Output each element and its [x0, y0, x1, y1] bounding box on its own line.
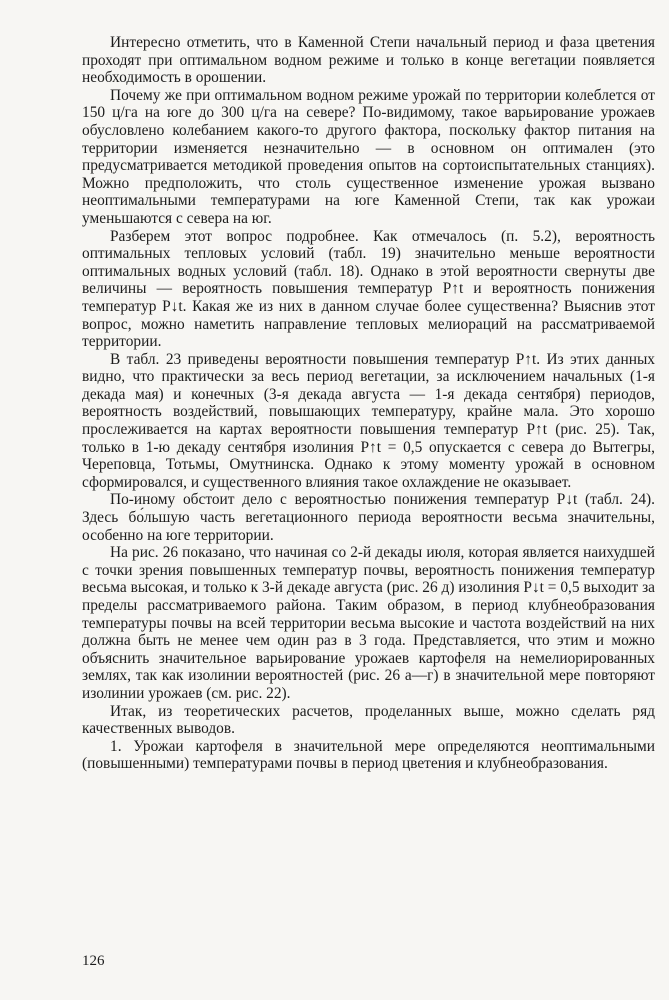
paragraph-4: В табл. 23 приведены вероятности повышения температур P↑t. Из этих данных видно, что практически за весь период вегетации, за исключением начальных (1-я декада мая) и конечных (3-я декада августа — 1-я декада сентября) периодов, вероятность воздействий, повышающих температуру, крайне мала. Это хорошо прослеживается на картах вероятности повышения температур P↑t (рис. 25). Так, только в 1-ю декаду сентября изолиния P↑t = 0,5 опускается с севера до Вытегры, Череповца, Тотьмы, Омутнинска. Однако к этому моменту урожай в основном сформировался, и существенного влияния такое охлаждение не оказывает. [82, 350, 655, 491]
paragraph-5: По-иному обстоит дело с вероятностью понижения температур P↓t (табл. 24). Здесь бо́льшую часть вегетационного периода вероятности весьма значительны, особенно на юге территории. [82, 491, 655, 544]
paragraph-1: Интересно отметить, что в Каменной Степи начальный период и фаза цветения проходят при оптимальном водном режиме и только в конце вегетации появляется необходимость в орошении. [82, 34, 655, 87]
paragraph-6: На рис. 26 показано, что начиная со 2-й декады июля, которая является наихудшей с точки зрения повышенных температур почвы, вероятность понижения температур весьма высокая, и только к 3-й декаде августа (рис. 26 д) изолиния P↓t = 0,5 выходит за пределы рассматриваемого района. Таким образом, в период клубнеобразования температуры почвы на всей территории весьма высокие и частота воздействий на них должна быть не менее чем один раз в 3 года. Представляется, что этим и можно объяснить значительное варьирование урожаев картофеля на немелиорированных землях, так как изолинии вероятностей (рис. 26 а—г) в значительной мере повторяют изолинии урожаев (см. рис. 22). [82, 544, 655, 702]
paragraph-8: 1. Урожаи картофеля в значительной мере определяются неоптимальными (повышенными) температурами почвы в период цветения и клубнеобразования. [82, 737, 655, 773]
page-number: 126 [82, 953, 105, 969]
paragraph-3: Разберем этот вопрос подробнее. Как отмечалось (п. 5.2), вероятность оптимальных тепловых условий (табл. 19) значительно меньше вероятности оптимальных водных условий (табл. 18). Однако в этой вероятности свернуты две величины — вероятность повышения температур P↑t и вероятность понижения температур P↓t. Какая же из них в данном случае более существенна? Выяснив этот вопрос, можно наметить направление тепловых мелиораций на рассматриваемой территории. [82, 227, 655, 351]
paragraph-2: Почему же при оптимальном водном режиме урожай по территории колеблется от 150 ц/га на юге до 300 ц/га на севере? По-видимому, такое варьирование урожаев обусловлено колебанием какого-то другого фактора, поскольку фактор питания на территории изменяется незначительно — в основном он оптимален (это предусматривается методикой проведения опытов на сортоиспытательных станциях). Можно предположить, что столь существенное изменение урожая вызвано неоптимальными температурами на юге Каменной Степи, так как урожаи уменьшаются с севера на юг. [82, 86, 655, 227]
body-text [82, 34, 655, 773]
paragraph-7: Итак, из теоретических расчетов, проделанных выше, можно сделать ряд качественных выводов. [82, 702, 655, 738]
